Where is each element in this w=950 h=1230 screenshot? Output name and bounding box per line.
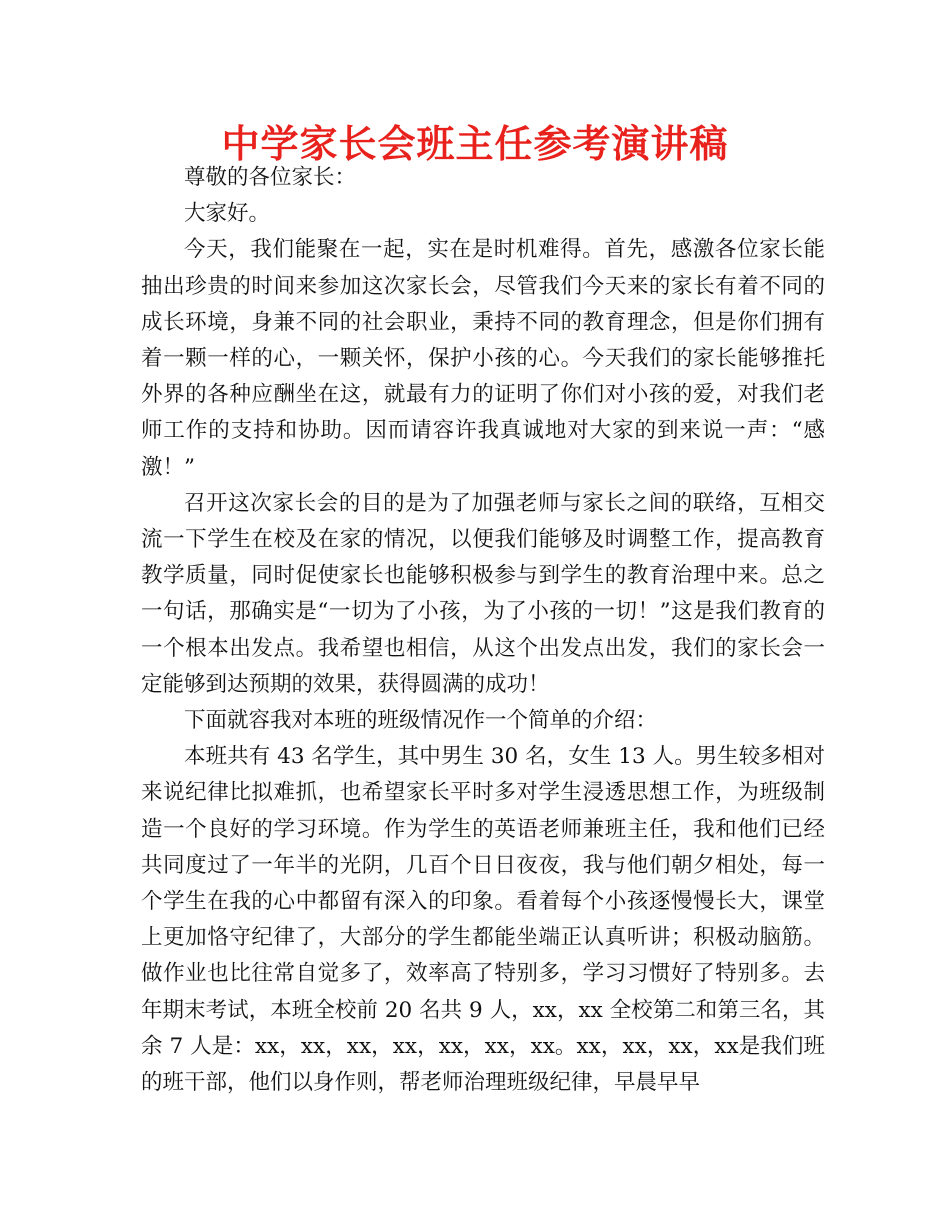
paragraph-intro: 下面就容我对本班的班级情况作一个简单的介绍： <box>184 708 658 734</box>
paragraph-greeting: 大家好。 <box>184 201 271 227</box>
paragraph-class-overview: 本班共有 43 名学生，其中男生 30 名，女生 13 人。男生较多相对来说纪律比拟难抓，也希望家长平时多对学生浸透思想工作，为班级制造一个良好的学习环境。作为学生的英语老师兼班主任，我和他们已经共同度过了一年半的光阴，几百个日日夜夜，我与他们朝夕相处，每一个学生在我的心中都留有深入的印象。看着每个小孩逐慢慢长大，课堂上更加恪守纪律了，大部分的学生都能坐端正认真听讲；积极动脑筋。做作业也比往常自觉多了，效率高了特别多，学习习惯好了特别多。去年期末考试，本班全校前 20 名共 9 人，xx，xx 全校第二和第三名，其余 7 人是：xx，xx，xx，xx，xx，xx，xx。xx，xx，xx，xx是我们班的班干部，他们以身作则，帮老师治理班级纪律，早晨早早 <box>141 744 825 1096</box>
document-body <box>141 160 825 1101</box>
paragraph-thanks: 今天，我们能聚在一起，实在是时机难得。首先，感激各位家长能抽出珍贵的时间来参加这次家长会，尽管我们今天来的家长有着不同的成长环境，身兼不同的社会职业，秉持不同的教育理念，但是你们拥有着一颗一样的心，一颗关怀，保护小孩的心。今天我们的家长能够推托外界的各种应酬坐在这，就最有力的证明了你们对小孩的爱，对我们老师工作的支持和协助。因而请容许我真诚地对大家的到来说一声：“感激！” <box>141 237 825 480</box>
document-title: 中学家长会班主任参考演讲稿 <box>221 122 729 166</box>
paragraph-purpose: 召开这次家长会的目的是为了加强老师与家长之间的联络，互相交流一下学生在校及在家的情况，以便我们能够及时调整工作，提高教育教学质量，同时促使家长也能够积极参与到学生的教育治理中来。总之一句话，那确实是“一切为了小孩，为了小孩的一切！”这是我们教育的一个根本出发点。我希望也相信，从这个出发点出发，我们的家长会一定能够到达预期的效果，获得圆满的成功！ <box>141 490 825 697</box>
paragraph-salutation: 尊敬的各位家长： <box>184 165 357 190</box>
